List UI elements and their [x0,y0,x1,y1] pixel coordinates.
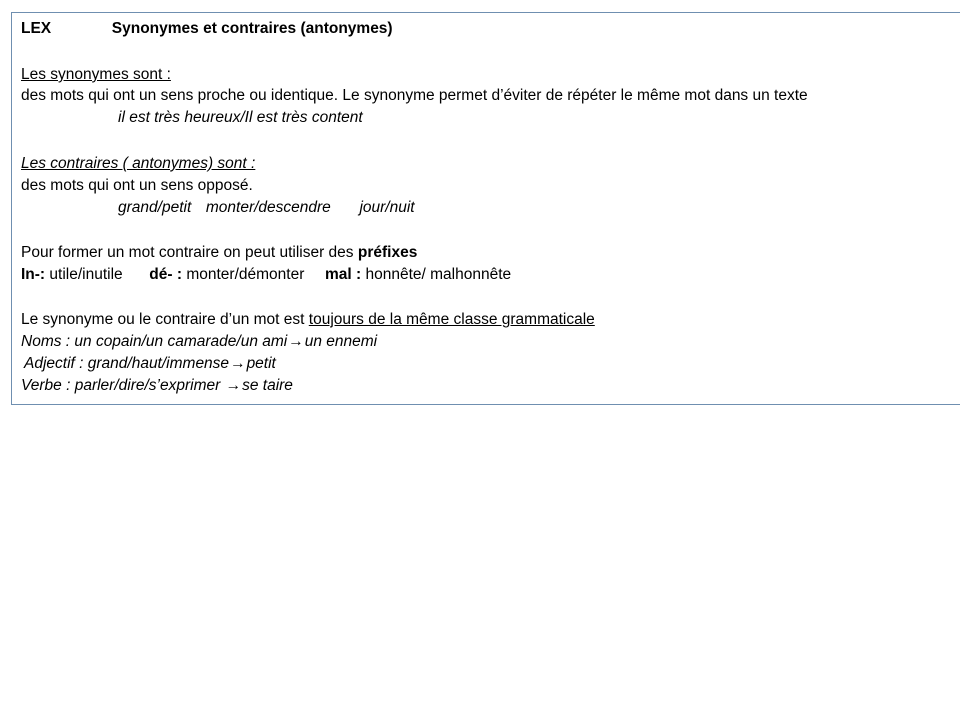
grammar-verbe-line [21,376,293,396]
right-arrow-icon: → [225,377,242,394]
grammar-adjectif-line [24,354,276,374]
grammar-emphasis: toujours de la même classe grammaticale [308,311,595,328]
prefix-de-label: dé- : [149,266,183,283]
synonymes-example: il est très heureux/Il est très content [118,109,363,126]
verbe-example: Verbe : parler/dire/s’exprimer [21,377,221,394]
adjectif-example: Adjectif : grand/haut/immense [24,355,230,372]
grammar-noms-line [21,332,377,352]
prefixes-intro: Pour former un mot contraire on peut utiliser des [21,244,354,261]
synonymes-definition: des mots qui ont un sens proche ou identique. Le synonyme permet d’éviter de répéter le même mot dans un texte [21,87,808,104]
contraires-example: grand/petit [118,199,192,216]
synonymes-heading: Les synonymes sont : [21,66,171,83]
noms-opposite: un ennemi [304,333,378,350]
adjectif-opposite: petit [246,355,276,372]
right-arrow-icon: → [288,333,304,350]
verbe-opposite: se taire [242,377,293,394]
prefix-mal-example: honnête/ malhonnête [365,266,512,283]
prefix-de-example: monter/démonter [186,266,305,283]
prefixes-intro-line [21,243,417,263]
prefix-in-label: In-: [21,266,46,283]
lesson-title: Synonymes et contraires (antonymes) [111,20,393,37]
right-arrow-icon: → [230,355,246,372]
contraires-example: jour/nuit [359,199,415,216]
prefix-mal-label: mal : [324,266,362,283]
contraires-heading: Les contraires ( antonymes) sont : [21,155,256,172]
prefixes-keyword: préfixes [357,244,418,261]
contraires-definition: des mots qui ont un sens opposé. [21,177,253,194]
prefix-in-example: utile/inutile [49,266,123,283]
lesson-header [21,19,393,39]
grammar-intro-line [21,310,595,330]
noms-example: Noms : un copain/un camarade/un ami [21,333,288,350]
prefixes-examples-line [21,265,511,285]
contraires-examples [118,198,415,218]
contraires-example: monter/descendre [205,199,331,216]
lesson-code: LEX [21,20,52,37]
grammar-intro: Le synonyme ou le contraire d’un mot est [21,311,305,328]
